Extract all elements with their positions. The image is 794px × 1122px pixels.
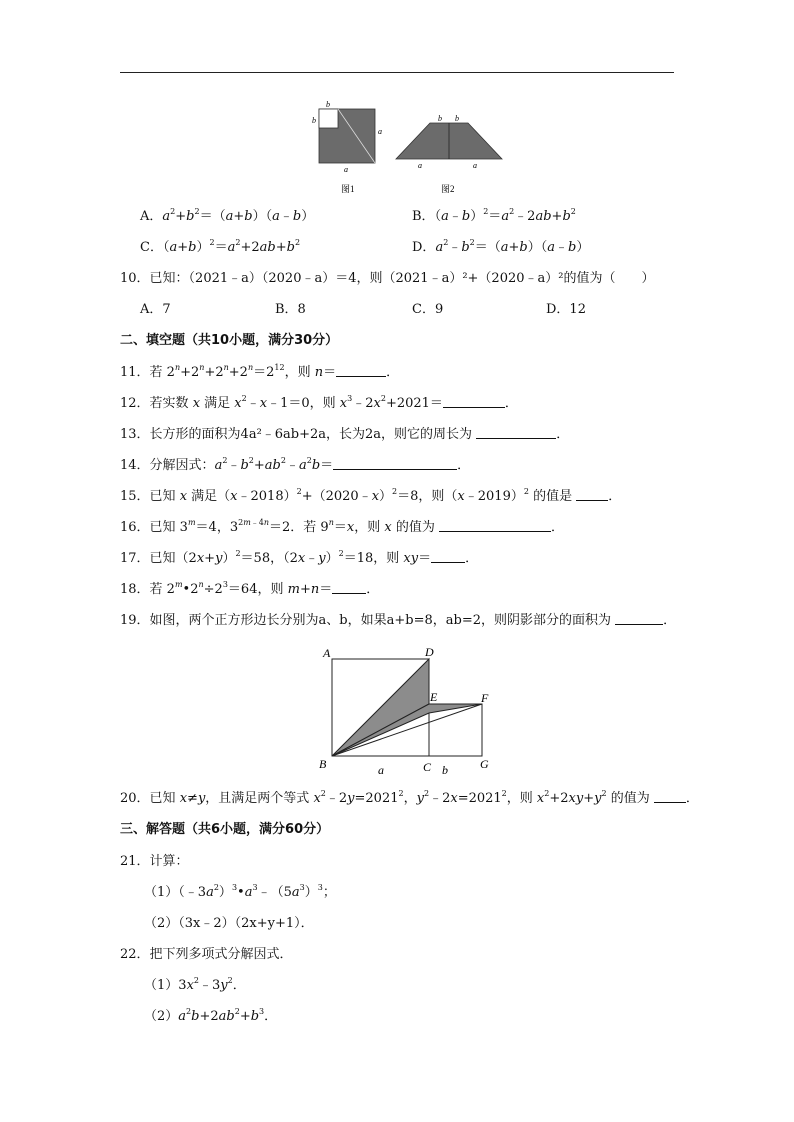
q11: 11．若 $2^n+2^n+2^n+2^n=2^{12}$，则 n＝ ． — [120, 363, 400, 380]
q14: 14．分解因式：$a^2﹣b^2+ab^2﹣a^2b=$ ． — [120, 456, 471, 473]
fig2-label-a2: a — [473, 161, 477, 170]
q15: 15．已知 x 满足（x﹣2018）$^2$+（2020﹣x）$^2$＝8，则（x﹣2019）$^2$ 的值是 ． — [120, 487, 622, 504]
q18: 18．若 $2^m•2^n\div 2^3=64$，则 m+n＝ ． — [120, 580, 380, 597]
q10-option-d: D．12 — [546, 302, 586, 317]
fig2-label-a1: a — [418, 161, 422, 170]
q10-option-c: C．9 — [412, 302, 444, 317]
fig2-label-b1: b — [438, 114, 442, 123]
q22: 22．把下列多项式分解因式． — [120, 947, 293, 962]
q12: 12．若实数 x 满足 $x^2﹣x﹣1=0$，则 $x^3﹣2x^2+2021=$ ． — [120, 394, 518, 411]
header-rule — [120, 72, 674, 73]
q10-option-b: B．8 — [275, 302, 306, 317]
fig19-label-b-corner: B — [319, 757, 327, 771]
q21-part1: $(1)(﹣3a^2)^3•a^3﹣(5a^3)^3$； — [144, 883, 336, 900]
fig19-label-d: D — [425, 645, 434, 659]
q22-part2: $(2)a^2b+2ab^2+b^3$． — [144, 1007, 278, 1024]
section-3-heading: 三、解答题（共6小题，满分60分） — [120, 822, 330, 837]
q21: 21．计算： — [120, 854, 189, 869]
section-2-heading: 二、填空题（共10小题，满分30分） — [120, 333, 339, 348]
fig19-label-a-corner: A — [323, 646, 331, 660]
q19: 19．如图，两个正方形边长分别为a、b，如果a+b=8，ab=2，则阴影部分的面积为 ． — [120, 613, 677, 628]
q10-stem: 10．已知：（2021﹣a）（2020﹣a）＝4，则（2021﹣a）²+（2020﹣a）²的值为（ ） — [120, 271, 655, 286]
q21-part2: （2）（3x﹣2）（2x+y+1）． — [144, 916, 314, 931]
fig1-label-a-right: a — [378, 127, 382, 136]
fig1-label-a-bottom: a — [344, 165, 348, 174]
fig1-label-b-left: b — [312, 116, 316, 125]
q9-option-b: B．$(a﹣b)^2=a^2﹣2ab+b^2$ — [412, 207, 576, 224]
fig1-label-b-top: b — [326, 100, 330, 109]
q9-option-d: D．$a^2﹣b^2=(a+b)(a﹣b)$ — [412, 238, 590, 255]
q19-figure — [315, 640, 505, 778]
fig19-label-side-a: a — [378, 763, 384, 777]
figure-1 — [312, 100, 382, 194]
fig19-label-c: C — [423, 760, 432, 774]
q9-option-a: A．$a^2+b^2=(a+b)(a﹣b)$ — [140, 207, 315, 224]
q10-option-a: A．7 — [140, 302, 171, 317]
fig19-label-e: E — [430, 690, 438, 704]
fig2-label-b2: b — [455, 114, 459, 123]
q13: 13．长方形的面积为4a²﹣6ab+2a，长为2a，则它的周长为 ． — [120, 427, 570, 442]
q9-figures — [308, 98, 508, 198]
q22-part1: $(1)3x^2﹣3y^2$． — [144, 976, 246, 993]
fig2-caption: 图2 — [441, 184, 455, 194]
fig19-label-g: G — [480, 757, 489, 771]
q20: 20．已知 x≠y，且满足两个等式 $x^2﹣2y=2021^2$，$y^2﹣2x=2021^2$，则 $x^2+2xy+y^2$ 的值为 ． — [120, 789, 699, 806]
fig1-caption: 图1 — [341, 184, 355, 194]
fig19-label-f: F — [481, 691, 489, 705]
q9-option-c: C．$(a+b)^2=a^2+2ab+b^2$ — [140, 238, 301, 255]
q16: 16．已知 $3^m=4$，$3^{2m﹣4n}=2$．若 $9^n=x$，则 x 的值为 ． — [120, 518, 564, 535]
q17: 17．已知$(2x+y)^2=58$，（2x﹣y）$^2$＝18，则 xy＝ ． — [120, 549, 479, 566]
fig19-label-side-b: b — [442, 763, 448, 777]
figure-2 — [396, 114, 502, 194]
